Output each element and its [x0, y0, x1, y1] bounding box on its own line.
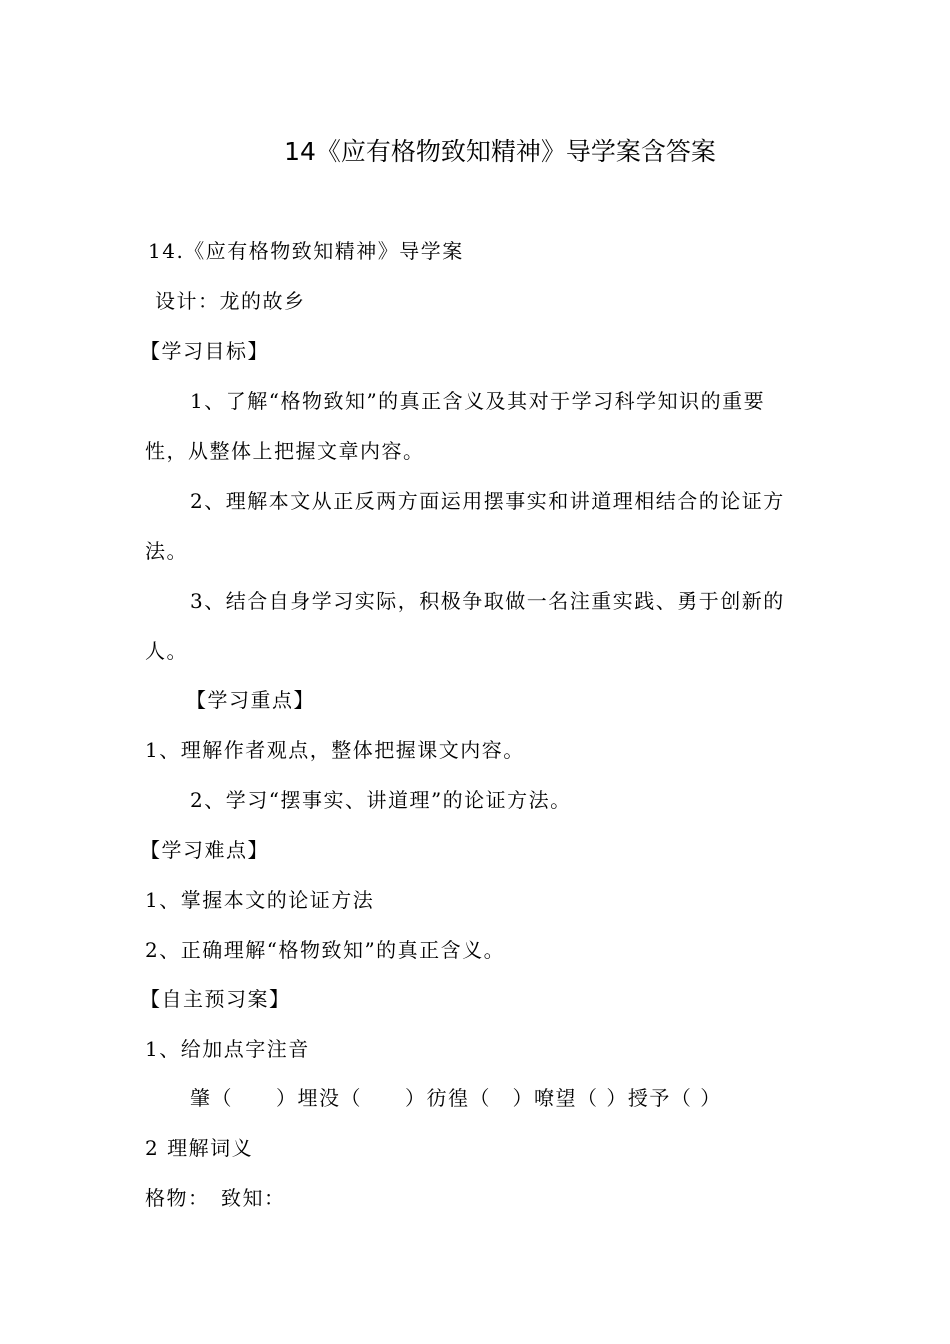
pinyin-exercise: 肇（ ）埋没（ ）彷徨（ ）嘹望（ ）授予（ ） [190, 1086, 722, 1110]
difficulty-1: 1、掌握本文的论证方法 [145, 888, 375, 912]
difficulty-2: 2、正确理解“格物致知”的真正含义。 [145, 938, 506, 962]
goal-1-line-1: 1、了解“格物致知”的真正含义及其对于学习科学知识的重要 [190, 389, 766, 413]
document-title: 14《应有格物致知精神》导学案含答案 [284, 137, 716, 166]
goal-2-line-2: 法。 [145, 539, 188, 563]
goal-2-line-1: 2、理解本文从正反两方面运用摆事实和讲道理相结合的论证方 [190, 489, 785, 513]
key-point-2: 2、学习“摆事实、讲道理”的论证方法。 [190, 788, 572, 812]
section-preview: 【自主预习案】 [140, 987, 291, 1011]
preview-item-2: 2 理解词义 [145, 1136, 254, 1160]
goal-1-line-2: 性，从整体上把握文章内容。 [145, 439, 425, 463]
word-meaning-exercise: 格物： 致知： [145, 1186, 286, 1210]
doc-author: 设计：龙的故乡 [155, 289, 306, 313]
preview-item-1: 1、给加点字注音 [145, 1037, 310, 1061]
goal-3-line-2: 人。 [145, 639, 188, 663]
section-key-points: 【学习重点】 [186, 688, 315, 712]
key-point-1: 1、理解作者观点，整体把握课文内容。 [145, 738, 525, 762]
section-learning-goals: 【学习目标】 [140, 339, 269, 363]
doc-heading: 14.《应有格物致知精神》导学案 [148, 239, 464, 263]
section-difficulties: 【学习难点】 [140, 838, 269, 862]
goal-3-line-1: 3、结合自身学习实际，积极争取做一名注重实践、勇于创新的 [190, 589, 785, 613]
